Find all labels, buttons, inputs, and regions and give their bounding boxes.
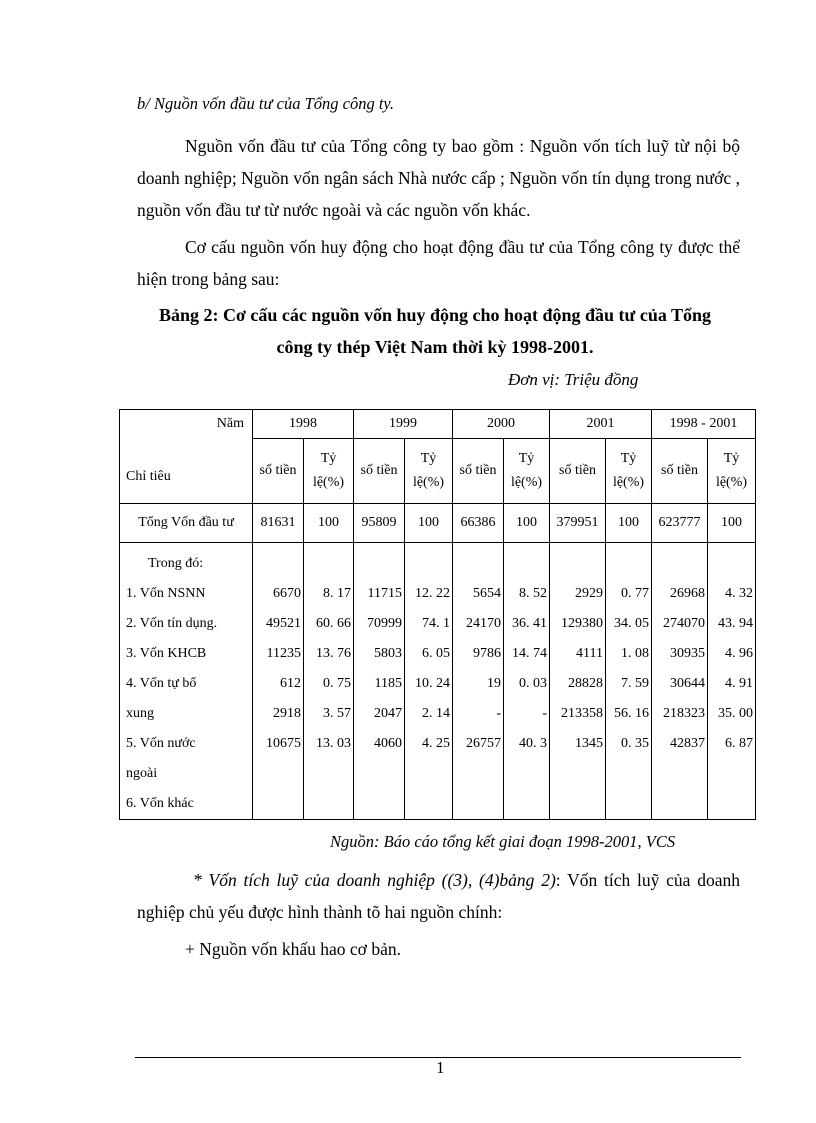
- ratio-subheader-line-2: lệ(%): [312, 475, 345, 490]
- table-cell: 1. 08: [621, 646, 649, 661]
- total-amount: 81631: [253, 504, 304, 543]
- amount-subheader: số tiền: [550, 439, 606, 504]
- paragraph-capital-sources: Nguồn vốn đầu tư của Tổng công ty bao gồm : Nguồn vốn tích luỹ từ nội bộ doanh nghiệp; Nguồn vốn ngân sách Nhà nước cấp ; Nguồn vốn tín dụng trong nước , nguồn vốn đầu tư từ nước ngoài và các nguồn vốn khác.: [137, 136, 740, 220]
- table-cell: 56. 16: [614, 706, 649, 721]
- table-cell: [253, 549, 303, 579]
- page-number: 1: [436, 1058, 445, 1077]
- table-cell: 2. 14: [422, 706, 450, 721]
- table-cell: 14. 74: [512, 646, 547, 661]
- paragraph-structure-intro: Cơ cấu nguồn vốn huy động cho hoạt động đầu tư của Tổng công ty được thể hiện trong bảng sau:: [137, 237, 740, 289]
- breakdown-label: 1. Vốn NSNN: [126, 586, 206, 601]
- amount-column-1998: [253, 543, 303, 759]
- table-cell: [708, 549, 755, 579]
- breakdown-label: xung: [126, 706, 154, 721]
- table-cell: 5654: [473, 586, 501, 601]
- breakdown-column-cell: [453, 543, 504, 820]
- table-cell: 30644: [670, 676, 705, 691]
- capital-structure-table: [119, 409, 756, 820]
- table-cell: 612: [280, 676, 301, 691]
- amount-column-2001: [550, 543, 605, 759]
- table-cell: -: [542, 706, 547, 721]
- table-cell: 4. 96: [725, 646, 754, 661]
- table-cell: [453, 549, 503, 579]
- total-label: Tổng Vốn đầu tư: [120, 504, 253, 543]
- year-header-cell: 1999: [354, 410, 453, 439]
- ratio-subheader-line-1: Tỷ: [420, 451, 437, 466]
- table-cell: 74. 1: [422, 616, 450, 631]
- unit-label: Đơn vị: Triệu đồng: [508, 370, 639, 389]
- ratio-subheader: [405, 439, 453, 504]
- ratio-subheader: [504, 439, 550, 504]
- table-cell: 7. 59: [621, 676, 649, 691]
- total-ratio: 100: [708, 504, 756, 543]
- table-cell: -: [496, 706, 501, 721]
- header-corner-cell: [120, 410, 253, 504]
- breakdown-column-cell: [253, 543, 304, 820]
- ratio-column-1998-2001: [708, 543, 755, 759]
- table-cell: [652, 549, 707, 579]
- ratio-subheader-line-1: Tỷ: [320, 451, 337, 466]
- table-cell: 8. 17: [323, 586, 351, 601]
- table-cell: 34. 05: [614, 616, 649, 631]
- table-cell: 5803: [374, 646, 402, 661]
- amount-subheader: số tiền: [652, 439, 708, 504]
- table-cell: 6. 05: [422, 646, 450, 661]
- table-caption-line-2: công ty thép Việt Nam thời kỳ 1998-2001.: [276, 337, 594, 357]
- table-cell: 218323: [663, 706, 705, 721]
- breakdown-column-cell: [550, 543, 606, 820]
- year-header-cell: 1998: [253, 410, 354, 439]
- table-cell: 0. 03: [519, 676, 547, 691]
- table-cell: [405, 549, 452, 579]
- table-cell: 0. 77: [621, 586, 649, 601]
- ratio-column-1999: [405, 543, 452, 759]
- total-amount: 623777: [652, 504, 708, 543]
- amount-column-1998-2001: [652, 543, 707, 759]
- breakdown-label: 2. Vốn tín dụng.: [126, 616, 218, 631]
- table-cell: 2047: [374, 706, 402, 721]
- table-cell: 6670: [273, 586, 301, 601]
- table-cell: [354, 549, 404, 579]
- ratio-column-2000: [504, 543, 549, 759]
- breakdown-row: [120, 543, 756, 820]
- amount-subheader: số tiền: [354, 439, 405, 504]
- breakdown-labels-cell: [120, 543, 253, 820]
- ratio-subheader-line-1: Tỷ: [620, 451, 637, 466]
- total-ratio: 100: [405, 504, 453, 543]
- ratio-subheader: [304, 439, 354, 504]
- table-cell: 19: [487, 676, 501, 691]
- table-caption: [120, 299, 750, 363]
- table-cell: 10. 24: [415, 676, 450, 691]
- table-cell: 4060: [374, 736, 402, 751]
- amount-subheader: số tiền: [253, 439, 304, 504]
- table-cell: 1185: [374, 676, 402, 691]
- ratio-subheader-line-1: Tỷ: [723, 451, 740, 466]
- total-ratio: 100: [606, 504, 652, 543]
- ratio-subheader-line-2: lệ(%): [715, 475, 748, 490]
- table-cell: 9786: [473, 646, 501, 661]
- year-header: Năm: [216, 416, 244, 431]
- breakdown-label: 6. Vốn khác: [126, 796, 194, 811]
- table-cell: 24170: [466, 616, 501, 631]
- table-cell: 60. 66: [316, 616, 351, 631]
- total-ratio: 100: [504, 504, 550, 543]
- table-header-row: [120, 410, 756, 439]
- table-cell: 0. 35: [621, 736, 649, 751]
- ratio-subheader: [708, 439, 756, 504]
- amount-subheader: số tiền: [453, 439, 504, 504]
- total-amount: 379951: [550, 504, 606, 543]
- table-cell: 26968: [670, 586, 705, 601]
- breakdown-column-cell: [606, 543, 652, 820]
- breakdown-label: ngoài: [126, 766, 158, 781]
- table-cell: 8. 52: [519, 586, 547, 601]
- table-cell: 4. 25: [422, 736, 450, 751]
- table-cell: 40. 3: [519, 736, 547, 751]
- table-cell: 4111: [576, 646, 603, 661]
- breakdown-label: 5. Vốn nước: [126, 736, 196, 751]
- table-cell: [504, 549, 549, 579]
- table-cell: 213358: [561, 706, 603, 721]
- ratio-column-1998: [304, 543, 353, 759]
- table-cell: 13. 76: [316, 646, 351, 661]
- table-caption-line-1: Bảng 2: Cơ cấu các nguồn vốn huy động cho hoạt động đầu tư của Tổng: [158, 305, 712, 325]
- breakdown-label: 4. Vốn tự bổ: [126, 676, 197, 691]
- breakdown-column-cell: [354, 543, 405, 820]
- table-cell: 0. 75: [323, 676, 351, 691]
- breakdown-labels: [120, 543, 252, 819]
- table-cell: [606, 549, 651, 579]
- table-cell: 2918: [273, 706, 301, 721]
- table-cell: 30935: [670, 646, 705, 661]
- year-header-cell: 1998 - 2001: [652, 410, 756, 439]
- retained-capital-text: : Vốn tích luỹ của doanh nghiệp chủ yếu được hình thành tõ hai nguồn chính:: [137, 870, 740, 922]
- breakdown-column-cell: [405, 543, 453, 820]
- table-cell: 28828: [568, 676, 603, 691]
- table-cell: 13. 03: [316, 736, 351, 751]
- total-row: [120, 504, 756, 543]
- table-cell: 274070: [663, 616, 705, 631]
- ratio-column-2001: [606, 543, 651, 759]
- ratio-subheader-line-1: Tỷ: [518, 451, 535, 466]
- table-source: Nguồn: Báo cáo tổng kết giai đoạn 1998-2001, VCS: [330, 832, 676, 851]
- table-cell: 11715: [367, 586, 402, 601]
- breakdown-column-cell: [504, 543, 550, 820]
- paragraph-depreciation: + Nguồn vốn khấu hao cơ bản.: [185, 939, 401, 959]
- amount-column-2000: [453, 543, 503, 759]
- table-cell: 11235: [266, 646, 301, 661]
- table-cell: 4. 32: [725, 586, 754, 601]
- breakdown-label: Trong đó:: [148, 556, 204, 571]
- total-amount: 95809: [354, 504, 405, 543]
- row-header: Chỉ tiêu: [126, 469, 171, 484]
- table-cell: 49521: [266, 616, 301, 631]
- breakdown-label: 3. Vốn KHCB: [126, 646, 207, 661]
- breakdown-column-cell: [652, 543, 708, 820]
- total-amount: 66386: [453, 504, 504, 543]
- year-header-cell: 2000: [453, 410, 550, 439]
- table-cell: 36. 41: [512, 616, 547, 631]
- table-cell: 35. 00: [718, 706, 754, 721]
- table-cell: [304, 549, 353, 579]
- breakdown-column-cell: [304, 543, 354, 820]
- ratio-subheader-line-2: lệ(%): [612, 475, 645, 490]
- table-cell: 12. 22: [415, 586, 450, 601]
- table-cell: [550, 549, 605, 579]
- table-cell: 3. 57: [323, 706, 351, 721]
- table-cell: 10675: [266, 736, 301, 751]
- ratio-subheader-line-2: lệ(%): [412, 475, 445, 490]
- table-cell: 129380: [561, 616, 603, 631]
- table-cell: 43. 94: [718, 616, 754, 631]
- retained-capital-lead: * Vốn tích luỹ của doanh nghiệp ((3), (4)bảng 2): [193, 870, 556, 890]
- breakdown-column-cell: [708, 543, 756, 820]
- year-header-cell: 2001: [550, 410, 652, 439]
- table-cell: 4. 91: [725, 676, 754, 691]
- table-cell: 1345: [575, 736, 603, 751]
- table-cell: 6. 87: [725, 736, 754, 751]
- table-cell: 70999: [367, 616, 402, 631]
- table-cell: 2929: [575, 586, 603, 601]
- amount-column-1999: [354, 543, 404, 759]
- table-cell: 26757: [466, 736, 501, 751]
- paragraph-retained-capital: [137, 864, 740, 928]
- ratio-subheader: [606, 439, 652, 504]
- total-ratio: 100: [304, 504, 354, 543]
- section-heading: b/ Nguồn vốn đầu tư của Tổng công ty.: [137, 94, 394, 113]
- ratio-subheader-line-2: lệ(%): [510, 475, 543, 490]
- table-cell: 42837: [670, 736, 705, 751]
